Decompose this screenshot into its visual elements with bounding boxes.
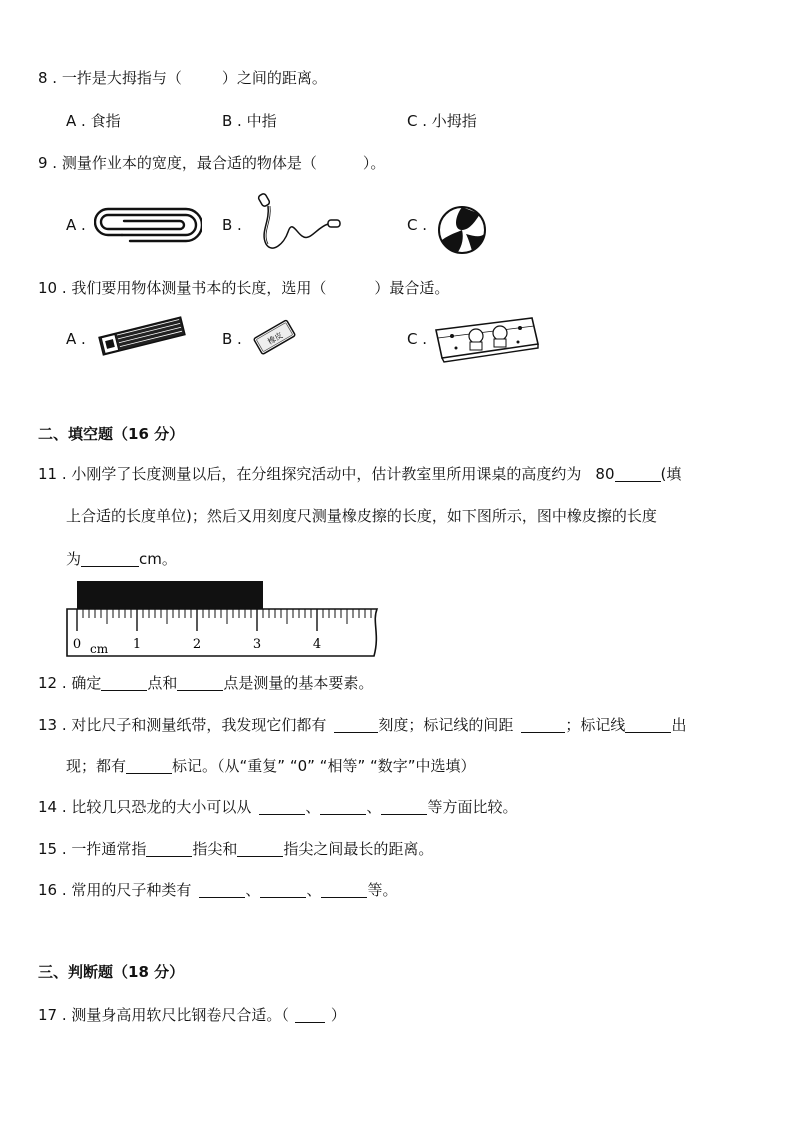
question-15-blank-2[interactable] [237, 841, 283, 857]
question-8 [38, 68, 327, 88]
question-11-text-3: 为 [66, 550, 82, 568]
question-11-text-1: 11 . 小刚学了长度测量以后，在分组探究活动中，估计教室里所用课桌的高度约为 [38, 465, 582, 483]
question-16-blank-2[interactable] [260, 882, 306, 898]
question-17-text-after: ） [330, 1006, 346, 1024]
question-13-line-2 [66, 756, 476, 776]
question-14-sep-1: 、 [305, 798, 321, 816]
question-10-option-a[interactable]: A . [66, 330, 86, 348]
question-15-text-2: 指尖和 [192, 840, 238, 858]
question-8-text-before: 8 . 一拃是大拇指与（ [38, 69, 182, 87]
question-13-text-6: 标记。（从“重复” “0” “相等” “数字”中选填） [172, 757, 476, 775]
jump-rope-icon [250, 192, 346, 254]
question-17-text-before: 17 . 测量身高用软尺比钢卷尺合适。（ [38, 1006, 289, 1024]
section-3-title: 三、判断题（18 分） [38, 963, 185, 981]
pencil-case-icon [432, 314, 540, 364]
question-16-sep-1: 、 [245, 881, 261, 899]
question-11-text-4: cm。 [139, 550, 177, 568]
question-13-text-3: ；标记线 [565, 716, 626, 734]
question-14 [38, 797, 517, 817]
question-15-text-3: 指尖之间最长的距离。 [283, 840, 434, 858]
question-13-line-1 [38, 715, 686, 735]
question-10 [38, 278, 449, 298]
question-14-blank-2[interactable] [320, 799, 366, 815]
question-11-text-2: (填 [660, 465, 682, 483]
question-12 [38, 673, 373, 693]
question-12-text-2: 点和 [147, 674, 178, 692]
question-10-option-c[interactable]: C . [407, 330, 428, 348]
question-11-blank-length[interactable] [81, 551, 139, 567]
question-9-text-before: 9 . 测量作业本的宽度，最合适的物体是（ [38, 154, 317, 172]
question-13-text-1: 13 . 对比尺子和测量纸带，我发现它们都有 [38, 716, 327, 734]
ruler-unit-label: cm [90, 642, 109, 656]
question-12-blank-1[interactable] [101, 675, 147, 691]
question-13-text-4: 出 [671, 716, 687, 734]
question-14-sep-2: 、 [366, 798, 382, 816]
question-11-line-2: 上合适的长度单位)；然后又用刻度尺测量橡皮擦的长度，如下图所示，图中橡皮擦的长度 [66, 507, 657, 525]
ruler-tick-label-4: 4 [312, 637, 322, 652]
question-17 [38, 1005, 346, 1025]
question-13-blank-3[interactable] [625, 717, 671, 733]
ruler-tick-label-1: 1 [132, 637, 142, 652]
question-16 [38, 880, 397, 900]
question-8-option-a[interactable]: A . 食指 [66, 112, 121, 130]
question-17-blank[interactable] [295, 1007, 325, 1023]
question-9-text-after: ）。 [362, 154, 386, 172]
question-14-text-2: 等方面比较。 [427, 798, 518, 816]
question-14-text-1: 14 . 比较几只恐龙的大小可以从 [38, 798, 252, 816]
question-12-blank-2[interactable] [177, 675, 223, 691]
question-16-blank-3[interactable] [321, 882, 367, 898]
question-13-blank-1[interactable] [334, 717, 378, 733]
eraser-bar [77, 581, 263, 609]
volleyball-icon [436, 204, 488, 256]
question-16-text-2: 等。 [367, 881, 398, 899]
question-16-sep-2: 、 [306, 881, 322, 899]
question-9-option-c[interactable]: C . [407, 216, 428, 234]
question-10-option-b[interactable]: B . [222, 330, 242, 348]
question-15 [38, 839, 433, 859]
question-11-line-3 [66, 549, 177, 569]
question-14-blank-3[interactable] [381, 799, 427, 815]
question-8-option-c[interactable]: C . 小拇指 [407, 112, 477, 130]
question-10-text-before: 10 . 我们要用物体测量书本的长度，选用（ [38, 279, 327, 297]
question-9 [38, 153, 385, 173]
question-16-blank-1[interactable] [199, 882, 245, 898]
question-13-blank-4[interactable] [126, 758, 172, 774]
question-13-text-2: 刻度；标记线的间距 [378, 716, 514, 734]
question-11-line-1 [38, 464, 681, 484]
section-2-title: 二、填空题（16 分） [38, 425, 185, 443]
ruler-tick-label-0: 0 [72, 637, 82, 652]
question-12-text-3: 点是测量的基本要素。 [223, 674, 374, 692]
ruler-tick-label-2: 2 [192, 637, 202, 652]
question-15-text-1: 15 . 一拃通常指 [38, 840, 147, 858]
question-8-option-b[interactable]: B . 中指 [222, 112, 277, 130]
paperclip-icon [94, 205, 202, 243]
question-12-text-1: 12 . 确定 [38, 674, 102, 692]
eraser-icon [250, 318, 300, 358]
eraser-label: 橡皮 [266, 330, 285, 347]
question-13-blank-2[interactable] [521, 717, 565, 733]
question-8-text-after: ）之间的距离。 [221, 69, 327, 87]
question-16-text-1: 16 . 常用的尺子种类有 [38, 881, 192, 899]
ruler-tick-label-3: 3 [252, 637, 262, 652]
question-11-blank-unit[interactable] [615, 466, 661, 482]
question-10-text-after: ）最合适。 [374, 279, 450, 297]
question-9-option-a[interactable]: A . [66, 216, 86, 234]
question-15-blank-1[interactable] [146, 841, 192, 857]
question-9-option-b[interactable]: B . [222, 216, 242, 234]
question-11-value: 80 [595, 465, 615, 483]
question-13-text-5: 现；都有 [66, 757, 127, 775]
ruler-figure [64, 578, 382, 658]
pencil-box-icon [96, 315, 188, 357]
question-14-blank-1[interactable] [259, 799, 305, 815]
